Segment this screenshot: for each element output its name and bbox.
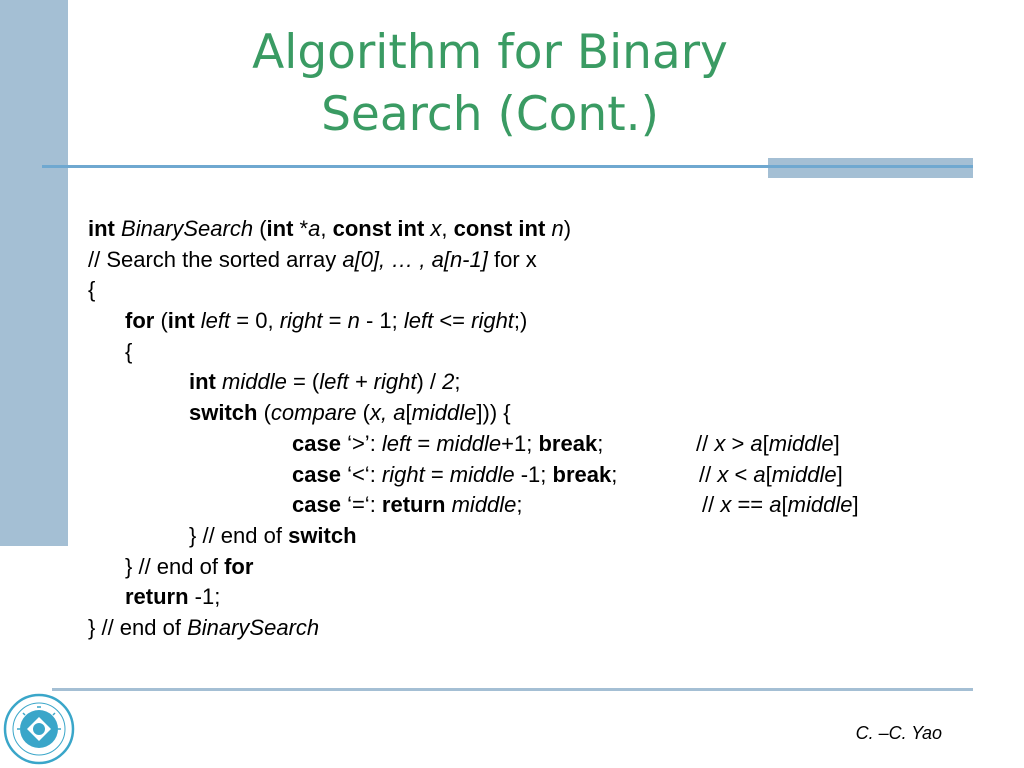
code-token: for x [487, 246, 537, 272]
code-token: , [441, 216, 454, 241]
code-token: , [320, 216, 333, 241]
comment-token: [ [762, 430, 769, 456]
code-token: ( [154, 308, 168, 334]
code-token: break [552, 461, 612, 487]
comment-token: ] [836, 461, 843, 487]
code-token: = [424, 461, 450, 487]
comment-token: // [699, 461, 718, 487]
comment-token: // [702, 492, 721, 518]
code-token: right [381, 461, 425, 487]
code-token: ) / [416, 369, 443, 395]
code-text [125, 337, 132, 368]
code-token: +1; [501, 430, 539, 456]
left-accent-bar [0, 0, 68, 546]
comment-token: [ [781, 492, 788, 518]
footer-divider [52, 688, 973, 691]
code-token: BinarySearch [187, 614, 320, 640]
code-token: n [551, 216, 564, 241]
code-token: break [538, 430, 598, 456]
comment-token: middle [771, 461, 837, 487]
code-token: middle [449, 461, 515, 487]
code-token: switch [189, 400, 258, 426]
code-token: ;) [513, 308, 528, 334]
comment-token: == [731, 492, 770, 518]
title-divider [42, 165, 973, 168]
code-token: } // end of [125, 553, 225, 579]
code-text [88, 214, 571, 245]
comment-token: a [753, 461, 766, 487]
code-token: } // end of [189, 522, 289, 548]
comment-token: a [750, 430, 763, 456]
code-comment [702, 490, 859, 521]
code-token: int [167, 308, 195, 334]
code-token: const int [332, 216, 425, 241]
code-token: = [411, 430, 437, 456]
code-token: ‘>’: [340, 430, 382, 456]
code-text [125, 552, 253, 583]
comment-token: < [728, 461, 754, 487]
code-token: middle [451, 492, 517, 518]
code-token: int [189, 369, 216, 395]
code-token: = [322, 308, 348, 334]
code-token: { [88, 277, 96, 303]
code-token: ])) { [476, 400, 511, 426]
author-footer: C. –C. Yao [855, 723, 942, 743]
code-token: const int [453, 216, 546, 241]
code-token: left [200, 308, 231, 334]
comment-token: ] [852, 492, 859, 518]
code-text [125, 306, 527, 337]
code-text [125, 582, 220, 613]
comment-token: [ [765, 461, 772, 487]
code-text [88, 613, 319, 644]
code-token: 2 [442, 369, 455, 395]
code-token: compare [270, 400, 357, 426]
code-token: // Search the sorted array [88, 246, 343, 272]
comment-token: x [714, 430, 726, 456]
code-token: return [381, 492, 446, 518]
code-text [189, 398, 511, 429]
title-rule-accent [768, 158, 973, 178]
comment-token: x [720, 492, 732, 518]
code-token: int [88, 216, 115, 241]
code-token: case [292, 430, 341, 456]
code-token: -1; [514, 461, 553, 487]
comment-token: middle [768, 430, 834, 456]
code-token: switch [288, 522, 357, 548]
title-line-1: Algorithm for Binary [252, 25, 728, 80]
code-token: right [471, 308, 514, 334]
comment-token: > [725, 430, 751, 456]
code-token: - 1; [359, 308, 404, 334]
code-text [292, 490, 523, 521]
code-token: middle [436, 430, 502, 456]
code-token: { [125, 338, 133, 364]
code-token: for [125, 308, 155, 334]
code-token: ( [253, 216, 267, 241]
university-seal-icon [3, 693, 75, 765]
code-token: case [292, 492, 341, 518]
code-token: return [125, 584, 189, 610]
code-token: for [224, 553, 254, 579]
code-comment [699, 460, 843, 491]
code-token: ‘<‘: [340, 461, 382, 487]
code-text [189, 367, 461, 398]
code-token: ; [454, 369, 461, 395]
code-token: <= [433, 308, 472, 334]
code-token: [ [405, 400, 412, 426]
code-token: ( [257, 400, 271, 426]
code-token: n [347, 308, 360, 334]
code-token: int [266, 216, 294, 241]
code-text [88, 245, 537, 276]
code-token: left [381, 430, 412, 456]
code-token: a[0], … , a[n-1] [342, 246, 488, 272]
code-text [189, 521, 357, 552]
comment-token: a [769, 492, 782, 518]
slide-title [100, 22, 880, 146]
comment-token: ] [833, 430, 840, 456]
code-token: -1; [188, 584, 221, 610]
code-token: middle [222, 369, 287, 395]
title-line-2: Search (Cont.) [321, 87, 659, 142]
code-token: = 0, [230, 308, 280, 334]
code-token: x [430, 216, 442, 241]
code-text [292, 460, 617, 491]
code-token: ‘=‘: [340, 492, 382, 518]
code-token: left [403, 308, 434, 334]
code-token: x, a [369, 400, 406, 426]
code-token: BinarySearch [121, 216, 254, 241]
comment-token: x [717, 461, 729, 487]
code-token: } // end of [88, 614, 188, 640]
code-token: case [292, 461, 341, 487]
code-token: right [279, 308, 323, 334]
code-token: middle [411, 400, 477, 426]
code-comment [696, 429, 840, 460]
code-text [88, 275, 95, 306]
comment-token: // [696, 430, 715, 456]
code-text [292, 429, 603, 460]
code-token: ( [356, 400, 370, 426]
code-token: ; [597, 430, 604, 456]
code-token: ; [516, 492, 523, 518]
code-token: ; [611, 461, 618, 487]
code-token: * [293, 216, 309, 241]
code-token: a [308, 216, 321, 241]
comment-token: middle [787, 492, 853, 518]
code-token: left + right [319, 369, 417, 395]
code-token: ) [563, 216, 572, 241]
code-token: = ( [286, 369, 320, 395]
